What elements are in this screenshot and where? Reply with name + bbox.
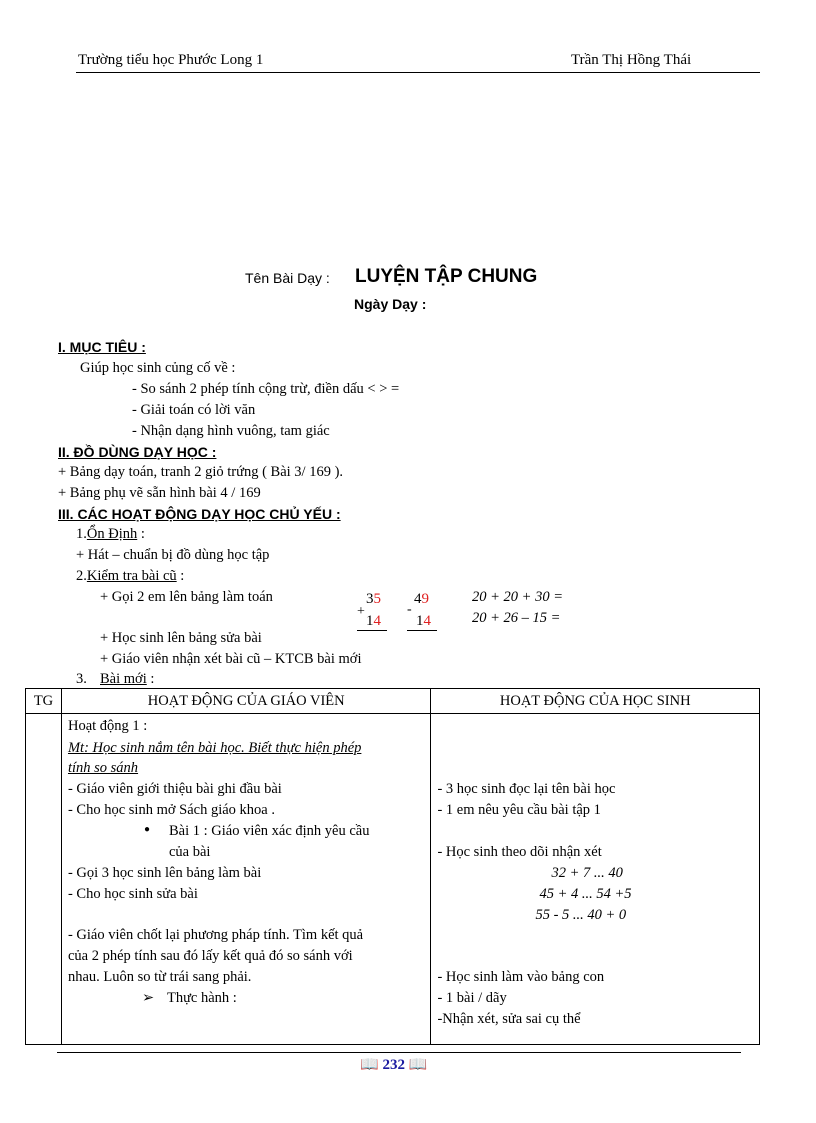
activity-title: Hoạt động 1 : (67, 718, 148, 734)
teacher-paragraph-line: nhau. Luôn so từ trái sang phải. (67, 969, 252, 985)
calc2-bottom-digit: 4 (423, 613, 431, 629)
step-3-number: 3. (76, 671, 87, 687)
teacher-step: - Gọi 3 học sinh lên bảng làm bài (67, 865, 262, 881)
step-3-label: Bài mới (100, 671, 147, 687)
material-item: + Bảng dạy toán, tranh 2 giỏ trứng ( Bài 3/ 169 ). (58, 464, 344, 480)
header-divider (76, 72, 760, 73)
lesson-date-label: Ngày Dạy : (354, 296, 427, 312)
calc1-top (366, 591, 381, 608)
comparison-expression: 32 + 7 ... 40 (551, 865, 623, 881)
student-step: - 3 học sinh đọc lại tên bài học (437, 781, 616, 797)
step-2-colon: : (176, 568, 185, 584)
tg-cell (26, 714, 62, 1045)
teacher-name: Trần Thị Hồng Thái (571, 52, 692, 68)
calc2-bottom-digit: 1 (416, 613, 424, 629)
calc1-top-digit: 3 (366, 591, 374, 607)
step-1-number: 1. (76, 526, 87, 542)
expression-2: 20 + 26 – 15 = (472, 610, 561, 626)
step-2-item: + Học sinh lên bảng sửa bài (100, 630, 262, 646)
calc2-bottom (416, 613, 431, 630)
teacher-cell (61, 714, 430, 1045)
column-header-tg: TG (26, 689, 62, 714)
materials-heading: II. ĐỒ DÙNG DẠY HỌC : (58, 444, 217, 460)
student-step: - 1 bài / dãy (437, 990, 507, 1006)
calc1-bottom-digit: 1 (366, 613, 374, 629)
activity-table (25, 688, 760, 1045)
step-2-item: + Gọi 2 em lên bảng làm toán (100, 589, 273, 605)
teacher-step: - Cho học sinh sửa bài (67, 886, 198, 902)
lesson-title-label: Tên Bài Dạy : (245, 270, 330, 286)
student-step: -Nhận xét, sửa sai cụ thể (437, 1011, 581, 1027)
student-cell (431, 714, 760, 1045)
table-row (26, 714, 760, 1045)
student-step: - Học sinh theo dõi nhận xét (437, 844, 602, 860)
calc1-sign: + (357, 604, 365, 619)
lesson-title: LUYỆN TẬP CHUNG (355, 266, 538, 287)
column-header-student: HOẠT ĐỘNG CỦA HỌC SINH (431, 689, 760, 714)
footer-divider (57, 1052, 741, 1053)
step-1-label: Ổn Định (86, 526, 138, 542)
calc2-top-digit: 9 (421, 591, 429, 607)
column-header-teacher: HOẠT ĐỘNG CỦA GIÁO VIÊN (61, 689, 430, 714)
calc2-top-digit: 4 (414, 591, 422, 607)
goal-line: Mt: Học sinh nắm tên bài học. Biết thực hiện phép (67, 740, 362, 756)
exercise-1-line: Bài 1 : Giáo viên xác định yêu cầu (168, 823, 370, 839)
exercise-1-line: của bài (168, 844, 211, 860)
school-name: Trường tiểu học Phước Long 1 (78, 52, 264, 68)
calc2-top (414, 591, 429, 608)
objective-item: - So sánh 2 phép tính cộng trừ, điền dấu < > = (132, 381, 400, 397)
objective-item: - Giải toán có lời văn (132, 402, 256, 418)
comparison-expression: 45 + 4 ... 54 +5 (539, 886, 632, 902)
page-number-text: 232 (382, 1057, 405, 1073)
calc2-underline (407, 630, 437, 631)
book-icon: 📖 (408, 1057, 428, 1073)
calc1-top-digit: 5 (373, 591, 381, 607)
material-item: + Bảng phụ vẽ sẵn hình bài 4 / 169 (58, 485, 261, 501)
step-2 (76, 568, 184, 585)
calc1-bottom-digit: 4 (373, 613, 381, 629)
step-3-colon: : (146, 671, 155, 687)
teacher-step: - Giáo viên giới thiệu bài ghi đầu bài (67, 781, 282, 797)
calc2-sign: - (407, 602, 412, 617)
step-1 (76, 526, 145, 543)
expression-1: 20 + 20 + 30 = (472, 589, 563, 605)
bullet-dot-icon: ● (143, 824, 151, 835)
step-2-item: + Giáo viên nhận xét bài cũ – KTCB bài mới (100, 651, 362, 667)
arrow-bullet-icon: ➢ (141, 990, 155, 1006)
step-2-number: 2. (76, 568, 87, 584)
student-step: - 1 em nêu yêu cầu bài tập 1 (437, 802, 601, 818)
step-3-text (100, 671, 154, 688)
book-icon: 📖 (360, 1057, 379, 1073)
teacher-paragraph-line: của 2 phép tính sau đó lấy kết quả đó so sánh với (67, 948, 353, 964)
objective-item: - Nhận dạng hình vuông, tam giác (132, 423, 330, 439)
step-2-label: Kiểm tra bài cũ (86, 568, 177, 584)
step-3 (76, 671, 87, 688)
step-1-colon: : (137, 526, 145, 542)
table-header-row (26, 689, 760, 714)
calc1-bottom (366, 613, 381, 630)
calc1-underline (357, 630, 387, 631)
objectives-heading: I. MỤC TIÊU : (58, 339, 146, 355)
practice-label: Thực hành : (166, 990, 237, 1006)
teacher-step: - Cho học sinh mở Sách giáo khoa . (67, 802, 275, 818)
objectives-intro: Giúp học sinh củng cố về : (80, 360, 236, 376)
step-1-item: + Hát – chuẩn bị đồ dùng học tập (76, 547, 270, 563)
page-number (360, 1055, 427, 1074)
goal-line: tính so sánh (67, 760, 139, 776)
student-step: - Học sinh làm vào bảng con (437, 969, 605, 985)
activities-heading: III. CÁC HOẠT ĐỘNG DẠY HỌC CHỦ YẾU : (58, 506, 341, 522)
teacher-paragraph-line: - Giáo viên chốt lại phương pháp tính. Tìm kết quả (67, 927, 364, 943)
comparison-expression: 55 - 5 ... 40 + 0 (535, 907, 627, 923)
